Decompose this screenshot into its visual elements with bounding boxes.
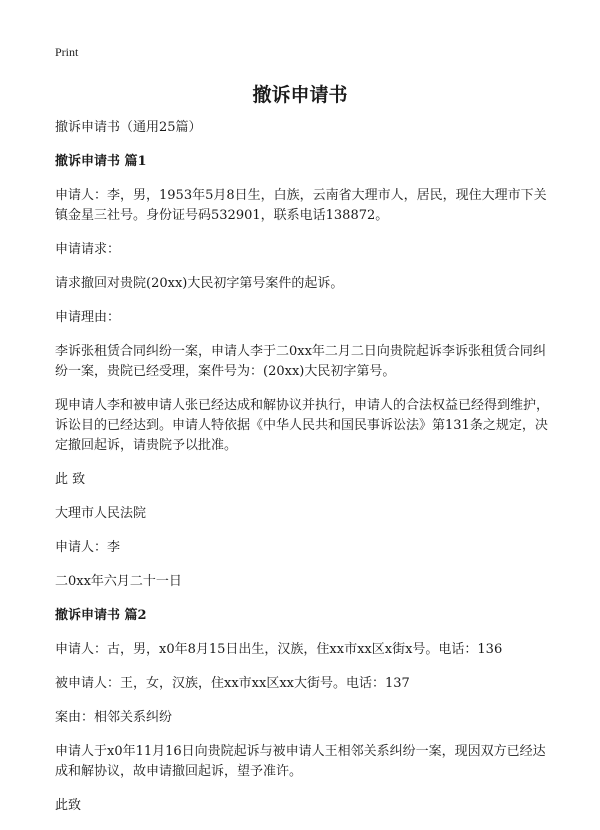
salutation: 此致 [55,798,82,813]
reason-text-continued: 现申请人李和被申请人张已经达成和解协议并执行，申请人的合法权益已经得到维护，诉讼目的已经达到。申请人特依据《中华人民共和国民事诉讼法》第131条之规定，决定撤回起诉，请贵院予以批准。 [55,398,550,453]
date-line: 二0xx年六月二十一日 [55,574,182,589]
court-name: 大理市人民法院 [55,506,147,521]
request-text: 申请人于x0年11月16日向贵院起诉与被申请人王相邻关系纠纷一案，现因双方已经达成和解协议，故申请撤回起诉，望予准许。 [55,744,546,779]
request-text: 请求撤回对贵院(20xx)大民初字第号案件的起诉。 [55,276,344,291]
respondent-info: 被申请人：王，女，汉族，住xx市xx区xx大街号。电话：137 [55,676,410,691]
reason-label: 申请理由： [55,310,121,325]
reason-text: 李诉张租赁合同纠纷一案，申请人李于二0xx年二月二日向贵院起诉李诉张租赁合同纠纷一案，贵院已经受理，案件号为：(20xx)大民初字第号。 [55,344,546,379]
signature-line: 申请人：李 [55,540,121,555]
document-intro: 撤诉申请书（通用25篇） [55,120,202,135]
case-cause: 案由：相邻关系纠纷 [55,710,173,725]
applicant-info: 申请人：李，男，1953年5月8日生，白族，云南省大理市人，居民，现住大理市下关镇金星三社号。身份证号码532901，联系电话138872。 [55,188,547,223]
section-heading: 撤诉申请书 篇2 [55,608,147,623]
print-label: Print [55,45,79,59]
document-body [55,118,555,830]
salutation: 此 致 [55,472,86,487]
applicant-info: 申请人：古，男，x0年8月15日出生，汉族，住xx市xx区x街x号。电话：136 [55,642,503,657]
section-heading: 撤诉申请书 篇1 [55,154,147,169]
document-title: 撤诉申请书 [252,84,348,106]
request-label: 申请请求： [55,242,121,257]
